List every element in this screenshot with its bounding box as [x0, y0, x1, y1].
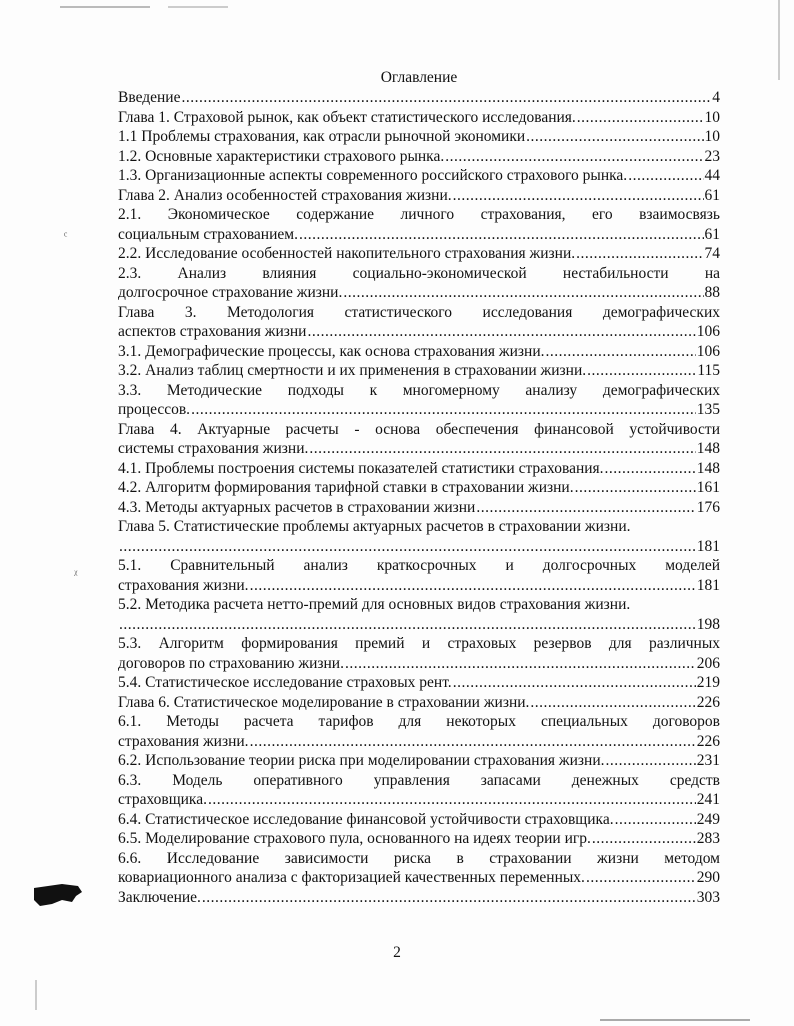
toc-entry-text: 4.3. Методы актуарных расчетов в страховании жизни: [118, 498, 476, 516]
toc-entry-text-line: Глава 5. Статистические проблемы актуарных расчетов в страховании жизни.: [118, 518, 631, 535]
page-number: 2: [393, 944, 401, 961]
dot-leader: [309, 439, 695, 459]
toc-entry-text: договоров по страхованию жизни.: [118, 654, 344, 672]
dot-leader: [476, 498, 695, 518]
toc-page-number: 231: [696, 752, 720, 769]
toc-entry-text: 3.1. Демографические процессы, как основа страхования жизни.: [118, 342, 545, 360]
toc-entry-text-line: Глава 3. Методология статистического исследования демографических: [118, 303, 720, 321]
toc-entry-text: Глава 6. Статистическое моделирование в страховании жизни.: [118, 693, 530, 711]
toc-page-number: 10: [704, 128, 720, 145]
toc-entry-text: Глава 2. Анализ особенностей страхования жизни.: [118, 186, 452, 204]
toc-entry[interactable]: [118, 420, 720, 459]
toc-entry-text: 2.2. Исследование особенностей накопительного страхования жизни.: [118, 245, 576, 262]
dot-leader: [181, 88, 711, 108]
toc-entry[interactable]: [118, 595, 720, 634]
toc-page-number: 61: [704, 225, 720, 243]
toc-page-number: 226: [696, 693, 720, 711]
toc-page-number: 61: [704, 186, 720, 204]
toc-page-number: 148: [696, 440, 720, 457]
toc-entry-text: страхования жизни.: [118, 732, 249, 750]
dot-leader: [546, 342, 696, 362]
toc-entry-text-line: 5.3. Алгоритм формирования премий и страховых резервов для различных: [118, 635, 720, 652]
toc-entry[interactable]: [118, 556, 720, 595]
toc-entry[interactable]: [118, 127, 720, 147]
toc-entry-text: 6.5. Моделирование страхового пула, основанного на идеях теории игр.: [118, 830, 591, 847]
dot-leader: [628, 166, 703, 186]
dot-leader: [606, 751, 696, 771]
toc-entry[interactable]: [118, 244, 720, 264]
dot-leader: [586, 868, 696, 888]
toc-entry-text: системы страхования жизни.: [118, 440, 309, 457]
toc-entry-text: 5.4. Статистическое исследование страховых рент.: [118, 674, 452, 691]
toc-page-number: 88: [704, 284, 720, 301]
table-of-contents: [118, 88, 720, 907]
dot-leader: [343, 283, 703, 303]
toc-page-number: 290: [696, 869, 720, 886]
dot-leader: [587, 361, 696, 381]
toc-entry[interactable]: [118, 712, 720, 751]
scan-artifact: [168, 6, 228, 8]
toc-entry[interactable]: [118, 771, 720, 810]
toc-entry-text: 1.1 Проблемы страхования, как отрасли рыночной экономики: [118, 128, 526, 145]
toc-entry-text: ковариационного анализа с факторизацией качественных переменных.: [118, 869, 585, 886]
toc-entry[interactable]: [118, 517, 720, 556]
toc-page-number: 106: [696, 323, 720, 340]
dot-leader: [592, 829, 696, 849]
toc-page-number: 135: [696, 401, 720, 418]
toc-entry-text-line: 5.1. Сравнительный анализ краткосрочных и долгосрочных моделей: [118, 557, 720, 574]
toc-entry-text: социальным страхованием.: [118, 225, 298, 243]
toc-page-number: 148: [696, 459, 720, 477]
toc-entry[interactable]: [118, 829, 720, 849]
toc-entry-text: аспектов страхования жизни: [118, 323, 307, 340]
toc-page-number: 198: [696, 615, 720, 633]
dot-leader: [575, 478, 696, 498]
toc-entry-text-line: 2.1. Экономическое содержание личного страхования, его взаимосвязь: [118, 206, 720, 223]
dot-leader: [615, 810, 696, 830]
dot-leader: [202, 888, 696, 908]
toc-page-number: 249: [696, 810, 720, 828]
dot-leader: [576, 244, 703, 264]
dot-leader: [345, 654, 696, 674]
toc-page-number: 219: [696, 674, 720, 691]
ink-blot-icon: [32, 882, 84, 908]
toc-entry[interactable]: [118, 186, 720, 206]
toc-entry-text: 6.2. Использование теории риска при моделировании страхования жизни.: [118, 752, 605, 769]
dot-leader: [250, 576, 696, 596]
scan-artifact: [60, 6, 150, 8]
toc-entry-text: 4.1. Проблемы построения системы показателей статистики страхования.: [118, 459, 604, 477]
toc-page-number: 44: [704, 167, 720, 184]
toc-entry[interactable]: [118, 888, 720, 908]
dot-leader: [577, 108, 704, 128]
toc-page-number: 303: [696, 888, 720, 906]
toc-entry[interactable]: [118, 673, 720, 693]
toc-entry-text: 4.2. Алгоритм формирования тарифной ставки в страховании жизни.: [118, 479, 574, 496]
margin-mark: ᶜ: [64, 228, 68, 243]
dot-leader: [530, 693, 695, 713]
toc-entry-text: Заключение.: [118, 888, 201, 906]
dot-leader: [453, 673, 696, 693]
toc-page-number: 74: [704, 245, 720, 262]
toc-entry-text: страхования жизни.: [118, 576, 249, 594]
toc-entry-text: 1.2. Основные характеристики страхового рынка.: [118, 147, 445, 165]
toc-page-number: 161: [696, 479, 720, 496]
toc-page-number: 106: [696, 342, 720, 360]
toc-page-number: 176: [696, 498, 720, 516]
toc-entry[interactable]: [118, 478, 720, 498]
toc-page-number: 23: [704, 147, 720, 165]
toc-entry-text-line: 6.1. Методы расчета тарифов для некоторых специальных договоров: [118, 713, 720, 730]
dot-leader: [208, 790, 696, 810]
toc-entry[interactable]: [118, 693, 720, 713]
toc-title: Оглавление: [380, 69, 458, 86]
toc-entry-text: Глава 1. Страховой рынок, как объект статистического исследования.: [118, 108, 576, 126]
toc-entry-text: 1.3. Организационные аспекты современного российского страхового рынка.: [118, 167, 628, 184]
toc-page-number: 115: [697, 362, 720, 379]
toc-page-number: 226: [696, 732, 720, 750]
toc-entry[interactable]: [118, 459, 720, 479]
toc-entry-text: 6.4. Статистическое исследование финансовой устойчивости страховщика.: [118, 810, 614, 828]
margin-mark: ᵡ: [74, 566, 78, 581]
toc-page-number: 4: [712, 89, 720, 106]
toc-entry-text: 3.2. Анализ таблиц смертности и их применения в страховании жизни.: [118, 362, 587, 379]
toc-entry[interactable]: [118, 849, 720, 888]
scan-artifact: [35, 980, 37, 1010]
toc-entry[interactable]: [118, 108, 720, 128]
toc-entry-text-line: 6.3. Модель оперативного управления запасами денежных средств: [118, 771, 720, 789]
dot-leader: [605, 459, 696, 479]
scan-artifact: [778, 0, 780, 80]
dot-leader: [445, 147, 703, 167]
toc-entry[interactable]: [118, 381, 720, 420]
toc-entry[interactable]: [118, 205, 720, 244]
toc-entry[interactable]: [118, 810, 720, 830]
toc-entry[interactable]: [118, 634, 720, 673]
toc-entry[interactable]: [118, 303, 720, 342]
toc-entry[interactable]: [118, 361, 720, 381]
toc-entry-text: страховщика.: [118, 791, 207, 808]
toc-entry[interactable]: [118, 498, 720, 518]
toc-page-number: 206: [696, 654, 720, 672]
toc-entry-text-line: 2.3. Анализ влияния социально-экономической нестабильности на: [118, 264, 720, 282]
dot-leader: [250, 732, 696, 752]
toc-entry[interactable]: [118, 264, 720, 303]
toc-page-number: 181: [696, 576, 720, 594]
toc-page-number: 241: [696, 791, 720, 808]
scan-artifact: [600, 1019, 750, 1021]
toc-entry[interactable]: [118, 342, 720, 362]
toc-entry-text-line: 3.3. Методические подходы к многомерному анализу демографических: [118, 381, 720, 399]
dot-leader: [191, 400, 696, 420]
dot-leader: [453, 186, 704, 206]
toc-entry[interactable]: [118, 751, 720, 771]
toc-entry-text-line: 5.2. Методика расчета нетто-премий для основных видов страхования жизни.: [118, 596, 631, 613]
dot-leader: [299, 225, 704, 245]
toc-entry-text: процессов.: [118, 401, 191, 418]
toc-entry-text-line: 6.6. Исследование зависимости риска в страховании жизни методом: [118, 849, 720, 867]
dot-leader: [119, 615, 696, 635]
toc-entry-text: долгосрочное страхование жизни.: [118, 284, 343, 301]
dot-leader: [307, 322, 695, 342]
toc-entry-text-line: Глава 4. Актуарные расчеты - основа обеспечения финансовой устойчивости: [118, 420, 720, 438]
toc-entry[interactable]: [118, 166, 720, 186]
dot-leader: [526, 127, 703, 147]
toc-entry[interactable]: [118, 147, 720, 167]
toc-entry[interactable]: [118, 88, 720, 108]
toc-page-number: 283: [696, 830, 720, 847]
toc-page-number: 10: [704, 108, 720, 126]
toc-page-number: 181: [696, 537, 720, 555]
toc-entry-text: Введение: [118, 89, 181, 106]
dot-leader: [119, 537, 696, 557]
